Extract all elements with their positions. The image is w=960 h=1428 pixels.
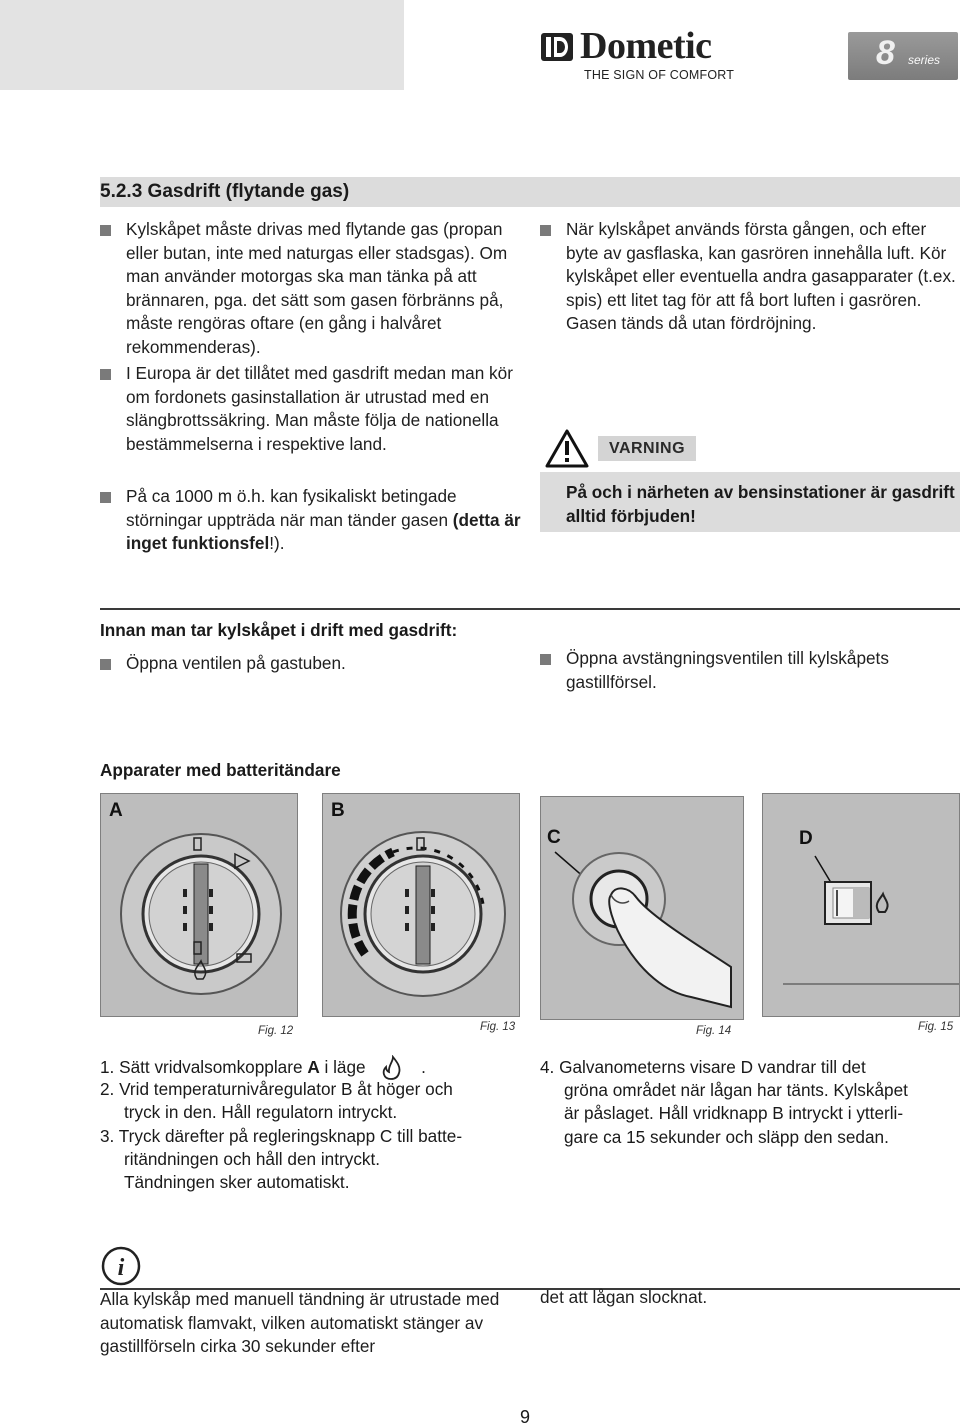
step-text: 1. Sätt vridvalsomkopplare — [100, 1057, 308, 1077]
bullet-text: När kylskåpet används första gången, och efter byte av gasflaska, kan gasrören innehålla luft. Kör kylskåpet eller eventuella andra gasapparater (t.ex. spis) ett litet tag för att få bort luften i gasrören. Gasen tänds då utan fördröjning. — [566, 219, 956, 333]
figure-d — [762, 793, 960, 1017]
step-4-line3: är påslaget. Håll vridknapp B intryckt i ytterli- — [564, 1103, 904, 1123]
bullet-open-shutoff — [540, 647, 960, 694]
bullet-text: Öppna avstängningsventilen till kylskåpets gastillförsel. — [566, 648, 889, 692]
step-3-line3: Tändningen sker automatiskt. — [124, 1172, 350, 1192]
bullet-text: Kylskåpet måste drivas med flytande gas (propan eller butan, inte med naturgas eller stadsgas). Om man använder motorgas ska man tänka på att brännaren, pga. det sätt som gasen förbränns på, måste rengöras oftare (en gång i halvåret rekommenderas). — [126, 219, 508, 357]
note-left: Alla kylskåp med manuell tändning är utrustade med automatisk flamvakt, vilken automatiskt stänger av gastillförseln cirka 30 sekunder efter — [100, 1289, 500, 1356]
step-text: i läge — [319, 1057, 366, 1077]
before-use-heading: Innan man tar kylskåpet i drift med gasdrift: — [100, 620, 458, 640]
step-4-line1: 4. Galvanometerns visare D vandrar till det — [540, 1057, 866, 1077]
bullet-end-text: !). — [269, 533, 285, 553]
step-bold: A — [307, 1057, 320, 1077]
ignition-button-image — [541, 797, 743, 1019]
step-3-line2: ritändningen och håll den intryckt. — [124, 1149, 381, 1169]
bullet-bold-text: (detta är inget funktionsfel — [126, 509, 521, 553]
section-title: 5.2.3 Gasdrift (flytande gas) — [100, 181, 350, 202]
bullet-open-valve — [100, 652, 526, 676]
step-4-line4: gare ca 15 sekunder och släpp den sedan. — [564, 1127, 889, 1147]
warning-message: På och i närheten av bensinstationer är gasdrift alltid förbjuden! — [566, 482, 955, 526]
section-divider — [100, 608, 960, 610]
figure-letter: C — [547, 827, 561, 848]
bullet-text: I Europa är det tillåtet med gasdrift medan man kör om fordonets gasinstallation är utrustad med en slängbrottssäkring. Man måste följa de nationella bestämmelserna i respektive land. — [126, 363, 513, 454]
bullet-liquid-gas — [100, 218, 526, 359]
dometic-logo — [540, 25, 750, 88]
series-badge — [848, 32, 958, 80]
series-number: 8 — [876, 34, 895, 72]
step-2-line2: tryck in den. Håll regulatorn intryckt. — [124, 1102, 398, 1122]
brand-name: Dometic — [580, 25, 712, 67]
svg-text:i: i — [117, 1255, 125, 1281]
series-label: series — [908, 53, 941, 67]
figure-a — [100, 793, 298, 1017]
temperature-dial-image — [323, 794, 519, 1016]
warning-triangle-icon — [545, 428, 589, 468]
bullet-text: Öppna ventilen på gastuben. — [126, 653, 346, 673]
figure-c — [540, 796, 744, 1020]
step-text: . — [421, 1057, 426, 1077]
step-3-line1: 3. Tryck därefter på regleringsknapp C till batte- — [100, 1126, 463, 1146]
figure-letter: A — [109, 800, 123, 821]
figure-b — [322, 793, 520, 1017]
info-icon — [100, 1245, 142, 1287]
header-gray-block — [0, 0, 404, 90]
galvanometer-image — [763, 794, 959, 1016]
step-4-line2: gröna området när lågan har tänts. Kylskåpet — [564, 1080, 908, 1100]
bullet-europe — [100, 362, 526, 456]
step-2-line1: 2. Vrid temperaturnivåregulator B åt höger och — [100, 1079, 453, 1099]
brand-tagline: THE SIGN OF COMFORT — [584, 68, 735, 82]
bullet-text: På ca 1000 m ö.h. kan fysikaliskt betingade störningar uppträda när man tänder gasen — [126, 486, 457, 530]
page-number: 9 — [520, 1407, 531, 1427]
figure-letter: D — [799, 828, 813, 849]
note-right: det att lågan slocknat. — [540, 1287, 708, 1307]
bullet-first-use — [540, 218, 960, 336]
figure-letter: B — [331, 800, 345, 821]
figure-caption: Fig. 12 — [258, 1025, 294, 1037]
figure-caption: Fig. 14 — [696, 1025, 732, 1037]
figure-caption: Fig. 13 — [480, 1021, 516, 1033]
warning-label: VARNING — [598, 436, 696, 461]
figure-caption: Fig. 15 — [918, 1021, 954, 1033]
bullet-altitude — [100, 485, 526, 556]
battery-heading: Apparater med batteritändare — [100, 760, 341, 780]
selector-dial-image — [101, 794, 297, 1016]
dometic-mark-icon — [540, 32, 574, 62]
